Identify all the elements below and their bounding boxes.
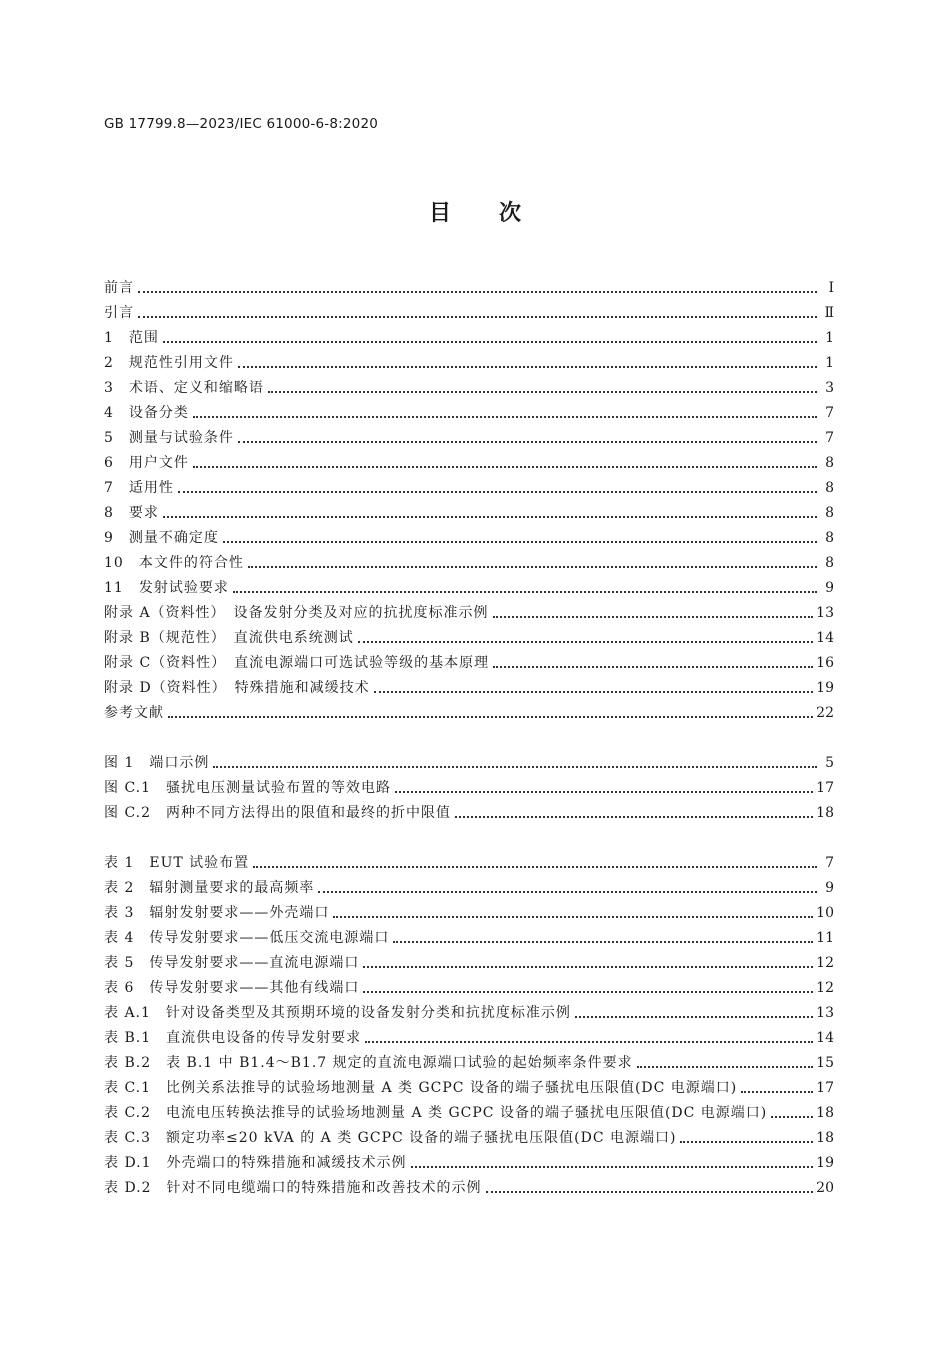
dot-leader — [213, 766, 817, 768]
toc-entry-label: 表 3 辐射发射要求——外壳端口 — [104, 905, 330, 921]
toc-table-entry[interactable] — [104, 973, 834, 998]
toc-entry-label: 引言 — [104, 305, 134, 321]
toc-table-entry[interactable] — [104, 998, 834, 1023]
toc-entry-page-number: 19 — [816, 680, 834, 696]
dot-leader — [178, 491, 817, 493]
toc-entry-label: 图 1 端口示例 — [104, 755, 210, 771]
dot-leader — [680, 1141, 813, 1143]
dot-leader — [138, 316, 817, 318]
toc-entry-label: 7 适用性 — [104, 480, 174, 496]
dot-leader — [455, 816, 813, 818]
toc-entry-page-number: 20 — [816, 1180, 834, 1196]
toc-chapters-list — [104, 273, 834, 723]
toc-entry-label: 参考文献 — [104, 705, 164, 721]
dot-leader — [493, 616, 814, 618]
dot-leader — [223, 541, 817, 543]
dot-leader — [238, 366, 817, 368]
dot-leader — [637, 1066, 814, 1068]
toc-entry-page-number: 10 — [816, 905, 834, 921]
toc-entry-label: 2 规范性引用文件 — [104, 355, 234, 371]
toc-entry-label: 附录 B（规范性） 直流供电系统测试 — [104, 630, 354, 646]
dot-leader — [248, 566, 817, 568]
dot-leader — [365, 1041, 813, 1043]
toc-entry-page-number: 1 — [825, 355, 834, 371]
toc-entry-label: 表 1 EUT 试验布置 — [104, 855, 250, 871]
toc-chapter-entry[interactable] — [104, 698, 834, 723]
toc-chapter-entry[interactable] — [104, 473, 834, 498]
page-title: 目次 — [428, 201, 569, 226]
toc-chapter-entry[interactable] — [104, 298, 834, 323]
toc-entry-page-number: 7 — [825, 405, 834, 421]
toc-entry-page-number: 11 — [816, 930, 834, 946]
toc-entry-page-number: 5 — [825, 755, 834, 771]
toc-entry-label: 表 C.3 额定功率≤20 kVA 的 A 类 GCPC 设备的端子骚扰电压限值(DC 电源端口) — [104, 1130, 677, 1146]
dot-leader — [741, 1091, 813, 1093]
toc-chapter-entry[interactable] — [104, 323, 834, 348]
toc-entry-label: 表 B.2 表 B.1 中 B1.4～B1.7 规定的直流电源端口试验的起始频率条件要求 — [104, 1055, 633, 1071]
dot-leader — [163, 341, 817, 343]
toc-entry-label: 1 范围 — [104, 330, 159, 346]
toc-entry-label: 表 A.1 针对设备类型及其预期环境的设备发射分类和抗扰度标准示例 — [104, 1005, 571, 1021]
toc-entry-label: 3 术语、定义和缩略语 — [104, 380, 264, 396]
toc-entry-page-number: 9 — [825, 580, 834, 596]
toc-tables-list — [104, 848, 834, 1198]
dot-leader — [253, 866, 817, 868]
toc-chapter-entry[interactable] — [104, 398, 834, 423]
toc-table-entry[interactable] — [104, 898, 834, 923]
toc-entry-label: 表 D.2 针对不同电缆端口的特殊措施和改善技术的示例 — [104, 1180, 482, 1196]
toc-chapter-entry[interactable] — [104, 648, 834, 673]
toc-chapter-entry[interactable] — [104, 498, 834, 523]
toc-table-entry[interactable] — [104, 1173, 834, 1198]
toc-entry-page-number: 12 — [816, 980, 834, 996]
dot-leader — [168, 716, 813, 718]
dot-leader — [358, 641, 813, 643]
dot-leader — [363, 966, 813, 968]
dot-leader — [268, 391, 817, 393]
toc-table-entry[interactable] — [104, 1048, 834, 1073]
toc-entry-page-number: 19 — [816, 1155, 834, 1171]
toc-entry-page-number: 8 — [825, 480, 834, 496]
toc-entry-page-number: 8 — [825, 555, 834, 571]
toc-entry-label: 4 设备分类 — [104, 405, 189, 421]
toc-figure-entry[interactable] — [104, 773, 834, 798]
toc-entry-page-number: 15 — [816, 1055, 834, 1071]
toc-entry-label: 表 C.2 电流电压转换法推导的试验场地测量 A 类 GCPC 设备的端子骚扰电压限值(DC 电源端口) — [104, 1105, 768, 1121]
toc-entry-label: 图 C.1 骚扰电压测量试验布置的等效电路 — [104, 780, 392, 796]
toc-chapter-entry[interactable] — [104, 423, 834, 448]
toc-entry-label: 表 6 传导发射要求——其他有线端口 — [104, 980, 360, 996]
toc-chapter-entry[interactable] — [104, 623, 834, 648]
toc-table-entry[interactable] — [104, 1123, 834, 1148]
dot-leader — [138, 291, 817, 293]
toc-entry-label: 附录 A（资料性） 设备发射分类及对应的抗扰度标准示例 — [104, 605, 489, 621]
toc-entry-label: 表 B.1 直流供电设备的传导发射要求 — [104, 1030, 362, 1046]
toc-entry-page-number: 18 — [816, 1105, 834, 1121]
toc-entry-page-number: 17 — [816, 1080, 834, 1096]
dot-leader — [374, 691, 813, 693]
toc-entry-page-number: 14 — [816, 1030, 834, 1046]
toc-chapter-entry[interactable] — [104, 348, 834, 373]
toc-entry-page-number: 13 — [816, 605, 834, 621]
dot-leader — [363, 991, 813, 993]
toc-entry-label: 表 5 传导发射要求——直流电源端口 — [104, 955, 360, 971]
toc-entry-page-number: 18 — [816, 1130, 834, 1146]
toc-figures-list — [104, 748, 834, 823]
toc-entry-label: 表 4 传导发射要求——低压交流电源端口 — [104, 930, 390, 946]
dot-leader — [771, 1116, 813, 1118]
toc-figure-entry[interactable] — [104, 798, 834, 823]
toc-entry-label: 表 D.1 外壳端口的特殊措施和减缓技术示例 — [104, 1155, 407, 1171]
toc-entry-page-number: 8 — [825, 530, 834, 546]
toc-table-entry[interactable] — [104, 873, 834, 898]
toc-entry-page-number: Ⅱ — [824, 305, 834, 321]
toc-table-entry[interactable] — [104, 848, 834, 873]
toc-entry-label: 表 2 辐射测量要求的最高频率 — [104, 880, 315, 896]
toc-entry-label: 9 测量不确定度 — [104, 530, 219, 546]
dot-leader — [411, 1166, 814, 1168]
toc-table-entry[interactable] — [104, 1148, 834, 1173]
dot-leader — [575, 1016, 813, 1018]
toc-entry-page-number: 12 — [816, 955, 834, 971]
standard-number-header: GB 17799.8—2023/IEC 61000-6-8:2020 — [104, 116, 379, 132]
toc-entry-label: 前言 — [104, 280, 134, 296]
toc-table-entry[interactable] — [104, 1073, 834, 1098]
dot-leader — [395, 791, 813, 793]
toc-entry-label: 8 要求 — [104, 505, 159, 521]
toc-entry-page-number: 22 — [816, 705, 834, 721]
toc-chapter-entry[interactable] — [104, 673, 834, 698]
toc-table-entry[interactable] — [104, 1098, 834, 1123]
toc-entry-page-number: 13 — [816, 1005, 834, 1021]
toc-entry-label: 10 本文件的符合性 — [104, 555, 244, 571]
dot-leader — [393, 941, 813, 943]
toc-entry-label: 11 发射试验要求 — [104, 580, 229, 596]
toc-chapter-entry[interactable] — [104, 373, 834, 398]
toc-entry-page-number: 3 — [825, 380, 834, 396]
toc-entry-label: 6 用户文件 — [104, 455, 189, 471]
toc-entry-page-number: 8 — [825, 505, 834, 521]
toc-entry-page-number: 17 — [816, 780, 834, 796]
toc-chapter-entry[interactable] — [104, 573, 834, 598]
toc-chapter-entry[interactable] — [104, 273, 834, 298]
toc-entry-label: 图 C.2 两种不同方法得出的限值和最终的折中限值 — [104, 805, 452, 821]
dot-leader — [486, 1191, 814, 1193]
toc-entry-page-number: 18 — [816, 805, 834, 821]
dot-leader — [233, 591, 817, 593]
toc-chapter-entry[interactable] — [104, 548, 834, 573]
toc-table-entry[interactable] — [104, 948, 834, 973]
dot-leader — [493, 666, 813, 668]
toc-entry-page-number: Ⅰ — [828, 280, 834, 296]
dot-leader — [318, 891, 817, 893]
toc-figure-entry[interactable] — [104, 748, 834, 773]
toc-chapter-entry[interactable] — [104, 523, 834, 548]
toc-entry-page-number: 9 — [825, 880, 834, 896]
toc-entry-label: 5 测量与试验条件 — [104, 430, 234, 446]
toc-chapter-entry[interactable] — [104, 598, 834, 623]
toc-table-entry[interactable] — [104, 923, 834, 948]
toc-entry-label: 附录 D（资料性） 特殊措施和减缓技术 — [104, 680, 370, 696]
toc-entry-page-number: 7 — [825, 430, 834, 446]
dot-leader — [238, 441, 817, 443]
toc-entry-label: 表 C.1 比例关系法推导的试验场地测量 A 类 GCPC 设备的端子骚扰电压限值(DC 电源端口) — [104, 1080, 738, 1096]
toc-entry-label: 附录 C（资料性） 直流电源端口可选试验等级的基本原理 — [104, 655, 490, 671]
toc-entry-page-number: 7 — [825, 855, 834, 871]
dot-leader — [193, 416, 817, 418]
toc-chapter-entry[interactable] — [104, 448, 834, 473]
toc-entry-page-number: 14 — [816, 630, 834, 646]
toc-table-entry[interactable] — [104, 1023, 834, 1048]
toc-entry-page-number: 16 — [816, 655, 834, 671]
toc-entry-page-number: 8 — [825, 455, 834, 471]
dot-leader — [333, 916, 813, 918]
toc-entry-page-number: 1 — [825, 330, 834, 346]
dot-leader — [193, 466, 817, 468]
dot-leader — [163, 516, 817, 518]
